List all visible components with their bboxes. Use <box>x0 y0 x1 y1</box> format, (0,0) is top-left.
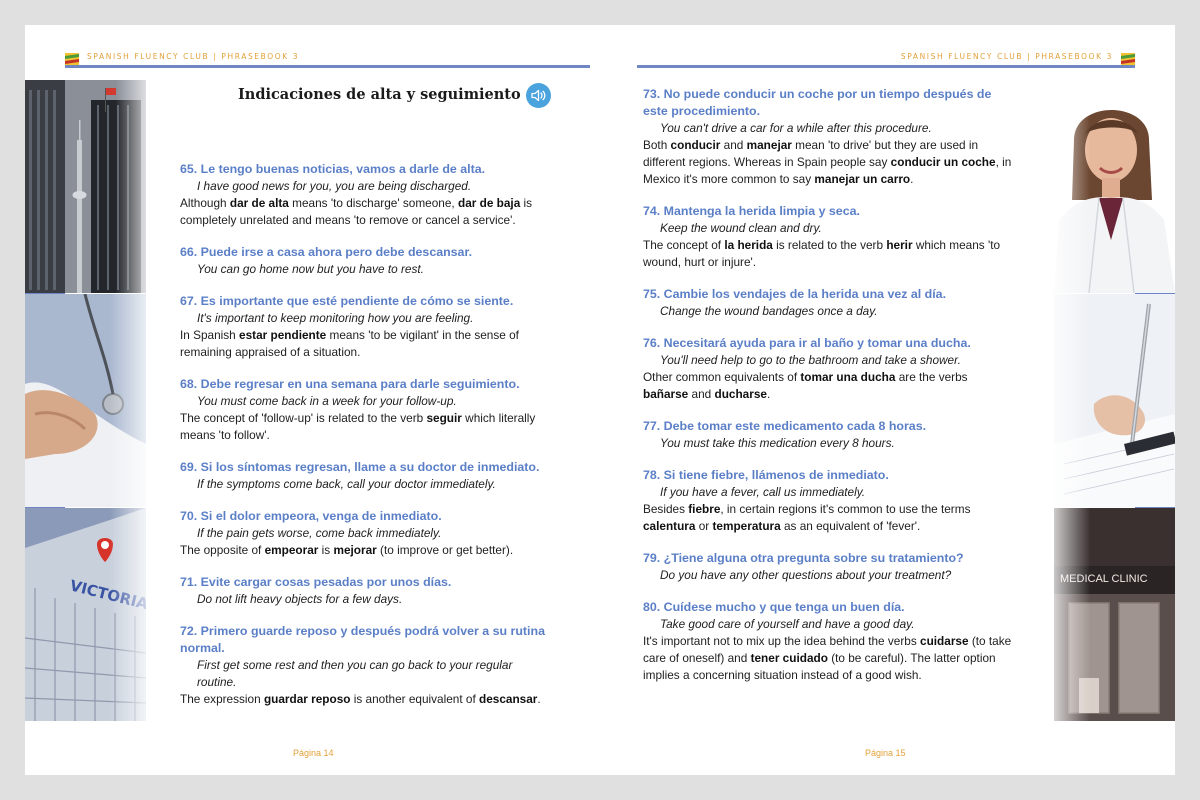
note-text: (to take care of oneself) and <box>643 634 1012 665</box>
page-header <box>901 47 1135 65</box>
note-text: is another equivalent of <box>350 692 480 706</box>
phrase-entry <box>180 376 555 444</box>
photo-strip <box>25 80 146 721</box>
english-translation: You can't drive a car for a while after this procedure. <box>660 121 932 135</box>
writing-hand-photo <box>1054 294 1175 507</box>
note-keyword: seguir <box>426 411 462 425</box>
english-translation: Change the wound bandages once a day. <box>660 304 878 318</box>
phrase-entry <box>180 161 555 229</box>
section-title: Indicaciones de alta y seguimiento <box>238 86 521 103</box>
speaker-icon <box>531 89 546 102</box>
spanish-phrase: 65. Le tengo buenas noticias, vamos a darle de alta. <box>180 162 486 176</box>
spanish-phrase: 72. Primero guarde reposo y después podrá volver a su rutina normal. <box>180 624 545 655</box>
note-text: Besides <box>643 502 689 516</box>
note-keyword: estar pendiente <box>239 328 327 342</box>
spanish-phrase: 74. Mantenga la herida limpia y seca. <box>643 204 860 218</box>
header-title: SPANISH FLUENCY CLUB | PHRASEBOOK 3 <box>87 51 300 61</box>
photo-strip <box>1054 80 1175 721</box>
note-text: The expression <box>180 692 264 706</box>
spanish-phrase: 67. Es importante que esté pendiente de cómo se siente. <box>180 294 514 308</box>
phrasebook-spread <box>25 25 1175 775</box>
note-text: (to improve or get better). <box>376 543 514 557</box>
english-translation: Take good care of yourself and have a good day. <box>660 617 915 631</box>
note-text: Other common equivalents of <box>643 370 801 384</box>
spanish-phrase: 69. Si los síntomas regresan, llame a su doctor de inmediato. <box>180 460 540 474</box>
note-keyword: manejar un carro <box>814 172 911 186</box>
spanish-phrase: 80. Cuídese mucho y que tenga un buen día. <box>643 600 905 614</box>
note-text: . <box>766 387 771 401</box>
usage-note <box>180 195 555 229</box>
usage-note <box>643 369 1013 403</box>
english-translation: Do you have any other questions about your treatment? <box>660 568 952 582</box>
note-keyword: tomar una ducha <box>800 370 896 384</box>
usage-note <box>643 633 1013 684</box>
page-header <box>65 47 299 65</box>
city-skyline-photo <box>25 80 146 293</box>
phrase-entry <box>180 293 555 361</box>
note-keyword: dar de alta <box>229 196 289 210</box>
spanish-phrase: 75. Cambie los vendajes de la herida una vez al día. <box>643 287 947 301</box>
usage-note <box>643 237 1013 271</box>
note-text: Although <box>180 196 230 210</box>
english-translation: I have good news for you, you are being discharged. <box>197 179 472 193</box>
phrase-entry <box>643 467 1013 535</box>
phrase-entry <box>643 286 1013 320</box>
english-translation: You'll need help to go to the bathroom and take a shower. <box>660 353 961 367</box>
english-translation: If the symptoms come back, call your doctor immediately. <box>197 477 496 491</box>
spanish-phrase: 78. Si tiene fiebre, llámenos de inmediato. <box>643 468 889 482</box>
note-text: which literally means 'to follow'. <box>180 411 536 442</box>
english-translation: If the pain gets worse, come back immediately. <box>197 526 442 540</box>
left-entries <box>180 161 555 723</box>
header-rule <box>65 65 590 68</box>
phrase-entry <box>180 459 555 493</box>
note-text: . <box>910 172 914 186</box>
usage-note <box>643 137 1013 188</box>
note-text: is related to the verb <box>772 238 887 252</box>
note-keyword: ducharse <box>714 387 767 401</box>
spanish-phrase: 70. Si el dolor empeora, venga de inmediato. <box>180 509 442 523</box>
note-text: Both <box>643 138 671 152</box>
right-entries <box>643 86 1013 699</box>
phrase-entry <box>180 574 555 608</box>
note-text: which means 'to wound, hurt or injure'. <box>643 238 1001 269</box>
spanish-phrase: 79. ¿Tiene alguna otra pregunta sobre su tratamiento? <box>643 551 964 565</box>
note-text: is <box>318 543 334 557</box>
note-text: are the verbs <box>895 370 968 384</box>
phrase-entry <box>643 86 1013 188</box>
note-keyword: mejorar <box>333 543 377 557</box>
note-text: and <box>688 387 715 401</box>
note-text: mean 'to drive' but they are used in different regions. Whereas in Spain people say <box>643 138 979 169</box>
english-translation: First get some rest and then you can go back to your regular routine. <box>197 658 513 689</box>
note-keyword: empeorar <box>264 543 319 557</box>
spanish-phrase: 77. Debe tomar este medicamento cada 8 horas. <box>643 419 927 433</box>
note-text: . <box>537 692 541 706</box>
usage-note <box>180 542 555 559</box>
note-keyword: fiebre <box>688 502 721 516</box>
audio-speaker-button[interactable] <box>526 83 551 108</box>
note-text: The concept of <box>643 238 725 252</box>
note-keyword: guardar reposo <box>263 692 351 706</box>
note-keyword: bañarse <box>643 387 689 401</box>
header-rule <box>637 65 1135 68</box>
english-translation: It's important to keep monitoring how you are feeling. <box>197 311 474 325</box>
note-keyword: temperatura <box>712 519 781 533</box>
phrase-entry <box>643 599 1013 684</box>
note-keyword: la herida <box>724 238 773 252</box>
usage-note <box>180 691 555 708</box>
english-translation: You must take this medication every 8 hours. <box>660 436 895 450</box>
phrase-entry <box>643 418 1013 452</box>
header-title: SPANISH FLUENCY CLUB | PHRASEBOOK 3 <box>900 51 1113 61</box>
stethoscope-photo <box>25 294 146 507</box>
usage-note <box>643 501 1013 535</box>
spanish-phrase: 66. Puede irse a casa ahora pero debe descansar. <box>180 245 473 259</box>
medical-clinic-photo <box>1054 508 1175 721</box>
usage-note <box>180 410 555 444</box>
spanish-phrase: 76. Necesitará ayuda para ir al baño y tomar una ducha. <box>643 336 971 350</box>
flag-logo-icon <box>65 50 79 62</box>
note-keyword: conducir <box>670 138 721 152</box>
right-page <box>600 25 1175 775</box>
note-text: is completely unrelated and means 'to remove or cancel a service'. <box>180 196 533 227</box>
phrase-entry <box>180 508 555 559</box>
note-text: The concept of 'follow-up' is related to the verb <box>180 411 427 425</box>
note-text: , in Mexico it's more common to say <box>643 155 1012 186</box>
phrase-entry <box>643 335 1013 403</box>
page-number: Página 14 <box>293 748 334 758</box>
note-text: In Spanish <box>180 328 240 342</box>
note-text: (to be careful). The latter option implies a concerning situation instead of a good wish. <box>643 651 996 682</box>
usage-note <box>180 327 555 361</box>
note-keyword: tener cuidado <box>750 651 828 665</box>
english-translation: If you have a fever, call us immediately. <box>660 485 866 499</box>
note-text: The opposite of <box>180 543 265 557</box>
note-text: as an equivalent of 'fever'. <box>780 519 921 533</box>
note-text: and <box>720 138 747 152</box>
phrase-entry <box>643 203 1013 271</box>
note-keyword: descansar <box>479 692 538 706</box>
english-translation: You must come back in a week for your follow-up. <box>197 394 457 408</box>
flag-logo-icon <box>1121 50 1135 62</box>
note-keyword: manejar <box>746 138 792 152</box>
note-keyword: calentura <box>643 519 696 533</box>
note-keyword: conducir un coche <box>890 155 996 169</box>
doctor-portrait-photo <box>1054 80 1175 293</box>
english-translation: Keep the wound clean and dry. <box>660 221 822 235</box>
spanish-phrase: 73. No puede conducir un coche por un tiempo después de este procedimiento. <box>643 87 992 118</box>
note-text: or <box>695 519 713 533</box>
spanish-phrase: 68. Debe regresar en una semana para darle seguimiento. <box>180 377 520 391</box>
spanish-phrase: 71. Evite cargar cosas pesadas por unos días. <box>180 575 452 589</box>
english-translation: Do not lift heavy objects for a few days. <box>197 592 403 606</box>
hospital-building-photo <box>25 508 146 721</box>
page-number: Página 15 <box>865 748 906 758</box>
phrase-entry <box>180 623 555 708</box>
note-text: It's important not to mix up the idea behind the verbs <box>643 634 921 648</box>
phrase-entry <box>643 550 1013 584</box>
note-text: means 'to be vigilant' in the sense of remaining appraised of a situation. <box>180 328 519 359</box>
english-translation: You can go home now but you have to rest. <box>197 262 424 276</box>
note-keyword: dar de baja <box>457 196 521 210</box>
note-keyword: cuidarse <box>920 634 969 648</box>
left-page <box>25 25 600 775</box>
note-text: , in certain regions it's common to use the terms <box>720 502 971 516</box>
note-text: means 'to discharge' someone, <box>288 196 458 210</box>
note-keyword: herir <box>886 238 913 252</box>
phrase-entry <box>180 244 555 278</box>
